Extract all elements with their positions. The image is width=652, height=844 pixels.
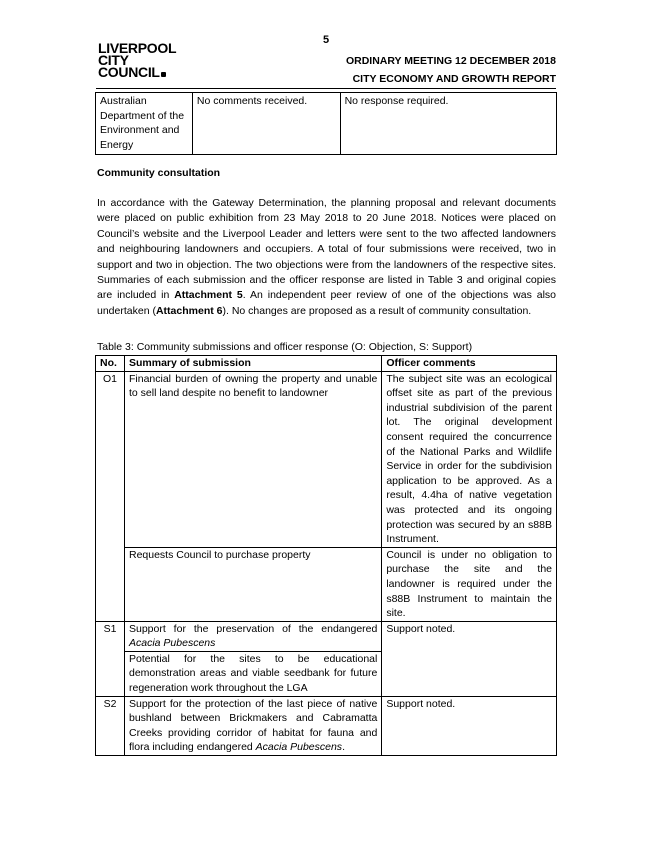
logo-mark-icon — [161, 72, 166, 77]
officer-comment: Support noted. — [382, 696, 557, 755]
submission-summary: Financial burden of owning the property and unable to sell land despite no benefit to landowner — [124, 371, 381, 547]
header-summary: Summary of submission — [124, 356, 381, 372]
officer-comment: Council is under no obligation to purchase the site and the landowner is required under the s88B Instrument to maintain the site. — [382, 547, 557, 621]
header-comments: Officer comments — [382, 356, 557, 372]
table-row — [96, 621, 557, 651]
submission-summary: Requests Council to purchase property — [124, 547, 381, 621]
table-header-row — [96, 356, 557, 372]
attachment-6-ref: Attachment 6 — [155, 304, 223, 317]
table-caption: Table 3: Community submissions and officer response (O: Objection, S: Support) — [97, 341, 473, 353]
submission-no: O1 — [96, 371, 125, 621]
officer-comment: The subject site was an ecological offset site as part of the previous industrial subdivision of the parent lot. The original development consent required the concurrence of the National Parks and Wildlife Service in order for the subdivision application to be approved. As a result, 4.4ha of native vegetation was protected and its ongoing protection was secured by an s88B Instrument. — [382, 371, 557, 547]
submissions-table — [95, 355, 557, 756]
table-row — [96, 371, 557, 547]
table-row — [96, 696, 557, 755]
table-row — [96, 93, 557, 155]
submission-summary: Support for the protection of the last piece of native bushland between Brickmakers and Cabramatta Creeks providing corridor of habitat for fauna and flora including endangered Acacia Pubescens. — [124, 696, 381, 755]
table-row — [96, 547, 557, 621]
consultation-paragraph: In accordance with the Gateway Determination, the planning proposal and relevant documents were placed on public exhibition from 23 May 2018 to 20 June 2018. Notices were placed on Council’s website and the Liverpool Leader and letters were sent to the two affected landowners and neighbouring landowners and occupiers. A total of four submissions were received, two in support and two in objection. The two objections were from the landowners of the respective sites. Summaries of each submission and the officer response are listed in Table 3 and original copies are included in Attachment 5. An independent peer review of one of the objections was also undertaken (Attachment 6). No changes are proposed as a result of community consultation. — [97, 197, 557, 317]
page-number: 5 — [322, 34, 330, 46]
attachment-5-ref: Attachment 5 — [174, 289, 243, 302]
officer-comment: Support noted. — [382, 621, 557, 696]
agency-name: Australian Department of the Environment and Energy — [96, 93, 193, 155]
agency-table — [95, 92, 557, 155]
header-no: No. — [96, 356, 125, 372]
report-title: CITY ECONOMY AND GROWTH REPORT — [352, 73, 556, 85]
submission-no: S2 — [96, 696, 125, 755]
agency-comment: No comments received. — [192, 93, 340, 155]
section-heading: Community consultation — [97, 167, 221, 179]
liverpool-city-council-logo: LIVERPOOL CITY COUNCIL — [98, 40, 177, 80]
header-divider — [96, 88, 556, 89]
agency-response: No response required. — [340, 93, 556, 155]
meeting-title: ORDINARY MEETING 12 DECEMBER 2018 — [345, 55, 556, 67]
submission-summary: Support for the preservation of the endangered Acacia Pubescens — [124, 621, 381, 651]
submission-summary: Potential for the sites to be educational demonstration areas and viable seedbank for future regeneration work throughout the LGA — [124, 651, 381, 696]
submission-no: S1 — [96, 621, 125, 696]
